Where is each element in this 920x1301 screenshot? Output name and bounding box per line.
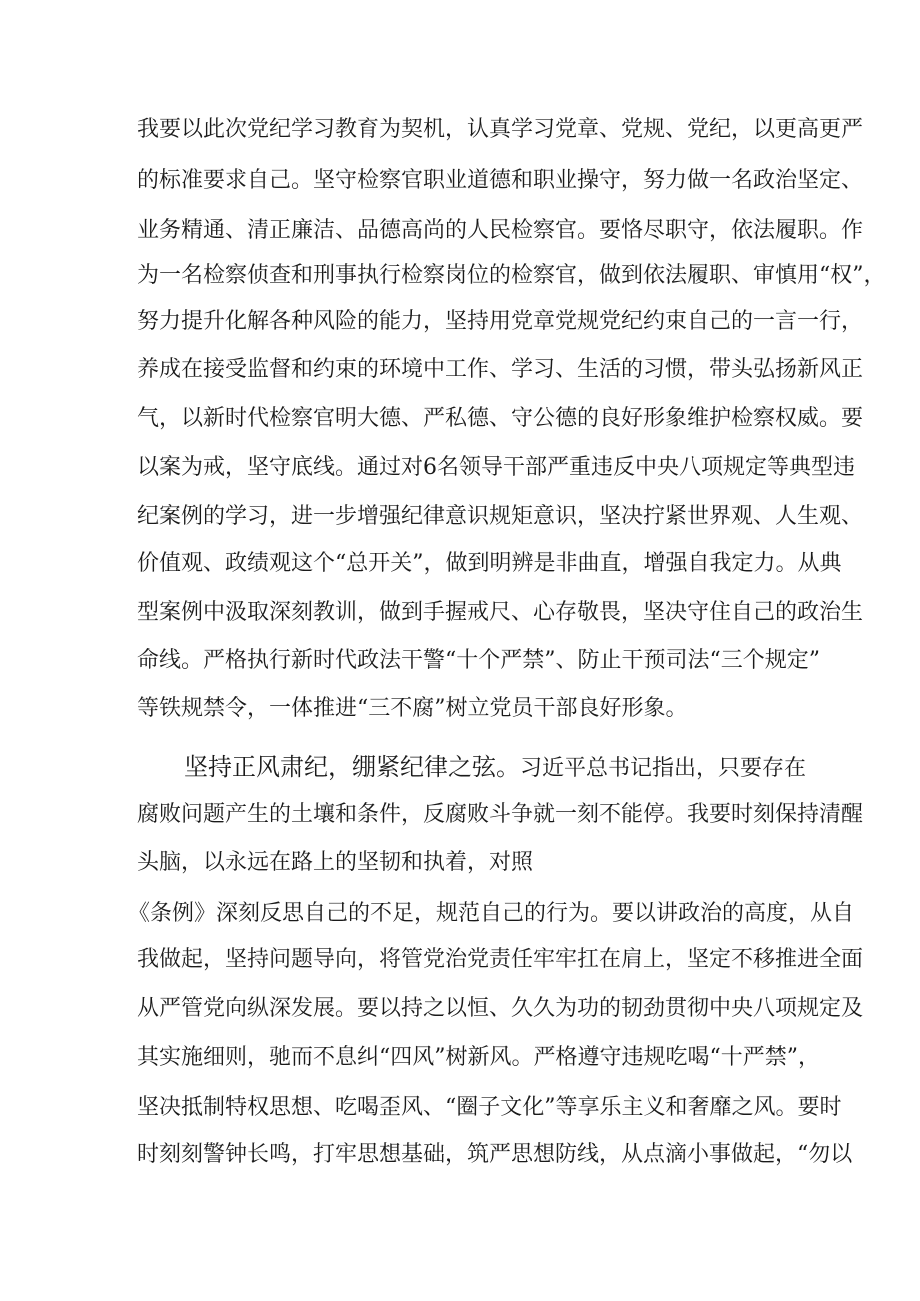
paragraph-1-line-2: 的标准要求自己。坚守检察官职业道德和职业操守，努力做一名政治坚定、 bbox=[137, 168, 864, 193]
paragraph-1-line-10: 价值观、政绩观这个“总开关”，做到明辨是非曲直，增强自我定力。从典 bbox=[137, 551, 842, 576]
paragraph-1-line-8: 以案为戒，坚守底线。通过对6名领导干部严重违反中央八项规定等典型违 bbox=[137, 455, 855, 480]
paragraph-2-line-4: 《条例》深刻反思自己的不足，规范自己的行为。要以讲政治的高度，从自 bbox=[128, 901, 855, 926]
paragraph-2-line-5: 我做起，坚持问题导向，将管党治党责任牢牢扛在肩上，坚定不移推进全面 bbox=[137, 947, 864, 972]
paragraph-1-line-9: 纪案例的学习，进一步增强纪律意识规矩意识，坚决拧紧世界观、人生观、 bbox=[137, 504, 864, 529]
paragraph-1-line-4: 为一名检察侦查和刑事执行检察岗位的检察官，做到依法履职、审慎用“权”， bbox=[137, 263, 886, 288]
paragraph-1-line-1: 我要以此次党纪学习教育为契机，认真学习党章、党规、党纪，以更高更严 bbox=[137, 117, 864, 142]
paragraph-1-line-6: 养成在接受监督和约束的环境中工作、学习、生活的习惯，带头弘扬新风正 bbox=[137, 357, 864, 382]
paragraph-2-line-7: 其实施细则，驰而不息纠“四风”树新风。严格遵守违规吃喝“十严禁”， bbox=[137, 1045, 820, 1070]
paragraph-2-first-line-rest: 习近平总书记指出，只要存在 bbox=[520, 756, 807, 781]
paragraph-2-line-2: 腐败问题产生的土壤和条件，反腐败斗争就一刻不能停。我要时刻保持清醒 bbox=[137, 802, 864, 827]
paragraph-2-first-line bbox=[184, 752, 807, 784]
paragraph-1-line-7: 气，以新时代检察官明大德、严私德、守公德的良好形象维护检察权威。要 bbox=[137, 406, 864, 431]
paragraph-2-line-8: 坚决抵制特权思想、吃喝歪风、“圈子文化”等享乐主义和奢靡之风。要时 bbox=[137, 1095, 842, 1120]
paragraph-1-line-13: 等铁规禁令，一体推进“三不腐”树立党员干部良好形象。 bbox=[137, 696, 688, 721]
paragraph-2-line-6: 从严管党向纵深发展。要以持之以恒、久久为功的韧劲贯彻中央八项规定及 bbox=[137, 996, 864, 1021]
paragraph-2-line-3: 头脑，以永远在路上的坚韧和执着，对照 bbox=[137, 850, 534, 875]
paragraph-1-line-12: 命线。严格执行新时代政法干警“十个严禁”、防止干预司法“三个规定” bbox=[137, 648, 820, 673]
paragraph-1-line-5: 努力提升化解各种风险的能力，坚持用党章党规党纪约束自己的一言一行， bbox=[137, 309, 864, 334]
paragraph-2-heading: 坚持正风肃纪，绷紧纪律之弦。 bbox=[184, 753, 520, 781]
paragraph-2-line-9: 时刻刻警钟长鸣，打牢思想基础，筑严思想防线，从点滴小事做起，“勿以 bbox=[137, 1142, 853, 1167]
paragraph-1-line-11: 型案例中汲取深刻教训，做到手握戒尺、心存敬畏，坚决守住自己的政治生 bbox=[137, 600, 864, 625]
paragraph-1-line-3: 业务精通、清正廉洁、品德高尚的人民检察官。要恪尽职守，依法履职。作 bbox=[137, 218, 864, 243]
